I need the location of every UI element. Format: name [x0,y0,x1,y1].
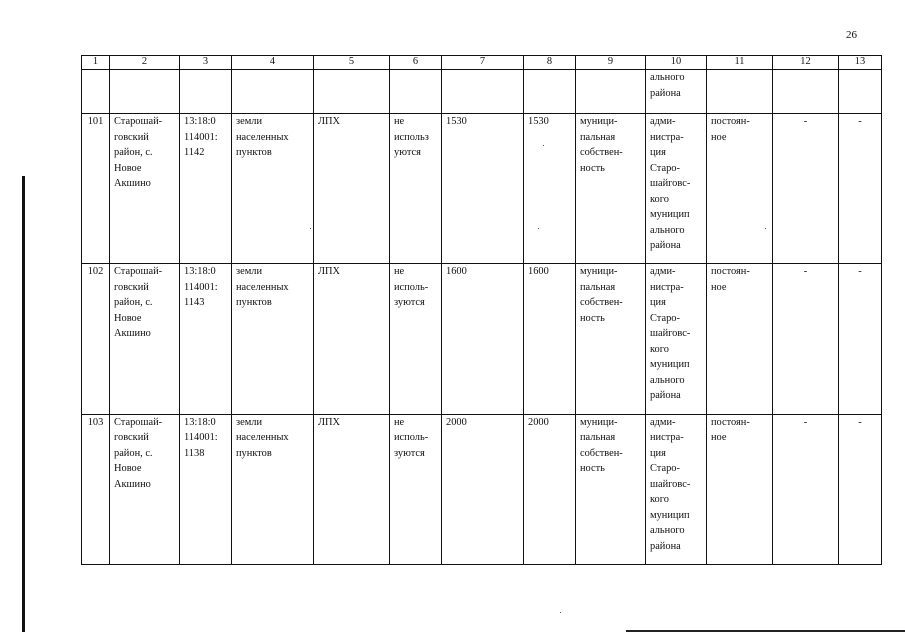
land-register-table [81,55,882,565]
cell-line: муници- [580,116,618,128]
land-category-cell [232,264,314,414]
cadastral-number-cell [180,414,232,564]
table-cell [180,70,232,114]
right-term-cell [707,114,773,264]
area-cell: 1530 [442,114,524,264]
ownership-form-cell [576,414,646,564]
page-number: 26 [846,29,857,41]
cell-line: 13:18:0 [184,116,216,128]
cell-line: не [394,416,405,428]
cell-line: населенных [236,131,289,143]
cell-line: постоян- [711,416,750,428]
right-term-cell [707,264,773,414]
cell-line: ция [650,297,666,309]
table-cell [390,70,442,114]
cell-line: ального [650,224,685,236]
rights-holder-cell [646,264,707,414]
cell-line: исполь- [394,432,429,444]
cell-line: исполь- [394,281,429,293]
cell-line: земли [236,116,263,128]
cell-line: пальная [580,131,616,143]
column-header: 7 [442,56,524,70]
cadastral-number-cell [180,264,232,414]
cell-line: кого [650,343,669,355]
column-header: 5 [314,56,390,70]
column-13-cell: - [839,414,882,564]
cell-line: населенных [236,432,289,444]
cell-line: ЛПХ [318,416,341,428]
table-row [82,414,882,564]
column-header: 8 [524,56,576,70]
land-category-cell [232,414,314,564]
cell-line: собствен- [580,147,623,159]
column-12-cell: - [773,414,839,564]
cell-line: муницип [650,209,690,221]
cell-line: шайговс- [650,478,691,490]
location-cell [110,114,180,264]
cell-line: пунктов [236,147,272,159]
cell-line: постоян- [711,266,750,278]
cell-line: ального [650,525,685,537]
cell-line: шайговс- [650,178,691,190]
column-header: 3 [180,56,232,70]
usage-status-cell [390,264,442,414]
cell-line: муницип [650,359,690,371]
column-header: 6 [390,56,442,70]
cell-line: Старошай- [114,416,163,428]
rights-holder-cell [646,414,707,564]
scan-edge-left [22,176,25,632]
table-cell [232,70,314,114]
cell-line: 114001: [184,432,218,444]
cell-line: ЛПХ [318,266,341,278]
cell-line: постоян- [711,116,750,128]
cell-line: 114001: [184,281,218,293]
cell-line: кого [650,494,669,506]
cell-line: района [650,240,681,252]
area-cell: 2000 [524,414,576,564]
table-cell [314,70,390,114]
cell-line: уются [394,147,421,159]
cell-line: района [650,390,681,402]
ownership-form-cell [576,264,646,414]
cell-line: район, с. [114,147,153,159]
cell-line: населенных [236,281,289,293]
column-header: 4 [232,56,314,70]
scan-edge-bottom [626,630,905,632]
column-header: 9 [576,56,646,70]
cell-line: ция [650,447,666,459]
cell-line: нистра- [650,281,684,293]
row-number-cell: 101 [82,114,110,264]
scan-speck [560,612,561,613]
column-header: 11 [707,56,773,70]
continuation-row [82,70,882,114]
cell-line: адми- [650,416,676,428]
cell-line: 1138 [184,447,205,459]
column-header: 1 [82,56,110,70]
cell-line: 114001: [184,131,218,143]
cell-line: пунктов [236,447,272,459]
column-header: 13 [839,56,882,70]
cell-line: использ [394,131,429,143]
rights-holder-cell [646,114,707,264]
cell-line: ность [580,312,605,324]
table-cell [442,70,524,114]
cell-line: Новое [114,463,142,475]
cell-line: пунктов [236,297,272,309]
table-cell [82,70,110,114]
cell-line: собствен- [580,297,623,309]
permitted-use-cell [314,264,390,414]
ownership-form-cell [576,114,646,264]
cell-line: Старо- [650,312,680,324]
header-row [82,56,882,70]
column-13-cell: - [839,114,882,264]
cell-line: Акшино [114,328,151,340]
cadastral-number-cell [180,114,232,264]
cell-line: Старо- [650,463,680,475]
cell-line: ция [650,147,666,159]
usage-status-cell [390,414,442,564]
cell-line: муницип [650,509,690,521]
row-number-cell: 103 [82,414,110,564]
table-cell [524,70,576,114]
cell-line: ность [580,162,605,174]
cell-line: кого [650,193,669,205]
area-cell: 1600 [442,264,524,414]
table-cell [707,70,773,114]
cell-line: не [394,116,405,128]
cell-line: нистра- [650,432,684,444]
cell-line: 1143 [184,297,205,309]
usage-status-cell [390,114,442,264]
column-header: 10 [646,56,707,70]
cell-line: Акшино [114,178,151,190]
column-header: 2 [110,56,180,70]
cell-line: ального [650,72,685,84]
table-cell [773,70,839,114]
cell-line: 13:18:0 [184,416,216,428]
cell-line: Старо- [650,162,680,174]
area-cell: 1530 [524,114,576,264]
column-12-cell: - [773,264,839,414]
cell-line: говский [114,281,149,293]
cell-line: района [650,87,681,99]
cell-line: ное [711,281,727,293]
table-cell [110,70,180,114]
cell-line: шайговс- [650,328,691,340]
table-cell [839,70,882,114]
table-cell [576,70,646,114]
cell-line: Новое [114,162,142,174]
cell-line: Акшино [114,478,151,490]
cell-line: ное [711,131,727,143]
permitted-use-cell [314,414,390,564]
cell-line: 13:18:0 [184,266,216,278]
cell-line: земли [236,266,263,278]
cell-line: района [650,540,681,552]
cell-line: муници- [580,266,618,278]
cell-line: Старошай- [114,266,163,278]
cell-line: пальная [580,432,616,444]
location-cell [110,264,180,414]
cell-line: нистра- [650,131,684,143]
cell-line: район, с. [114,297,153,309]
cell-line: говский [114,131,149,143]
area-cell: 2000 [442,414,524,564]
location-cell [110,414,180,564]
column-13-cell: - [839,264,882,414]
table-row [82,114,882,264]
cell-line: ное [711,432,727,444]
cell-line: говский [114,432,149,444]
cell-line: адми- [650,266,676,278]
cell-line: земли [236,416,263,428]
table-row [82,264,882,414]
permitted-use-cell [314,114,390,264]
cell-line: Старошай- [114,116,163,128]
cell-line: ность [580,463,605,475]
cell-line: муници- [580,416,618,428]
cell-line: ЛПХ [318,116,341,128]
right-term-cell [707,414,773,564]
cell-line: зуются [394,447,425,459]
holder-cell-continued [646,70,707,114]
column-header: 12 [773,56,839,70]
cell-line: зуются [394,297,425,309]
cell-line: пальная [580,281,616,293]
cell-line: адми- [650,116,676,128]
row-number-cell: 102 [82,264,110,414]
land-category-cell [232,114,314,264]
cell-line: район, с. [114,447,153,459]
cell-line: ального [650,374,685,386]
cell-line: собствен- [580,447,623,459]
column-12-cell: - [773,114,839,264]
cell-line: Новое [114,312,142,324]
area-cell: 1600 [524,264,576,414]
cell-line: 1142 [184,147,205,159]
cell-line: не [394,266,405,278]
